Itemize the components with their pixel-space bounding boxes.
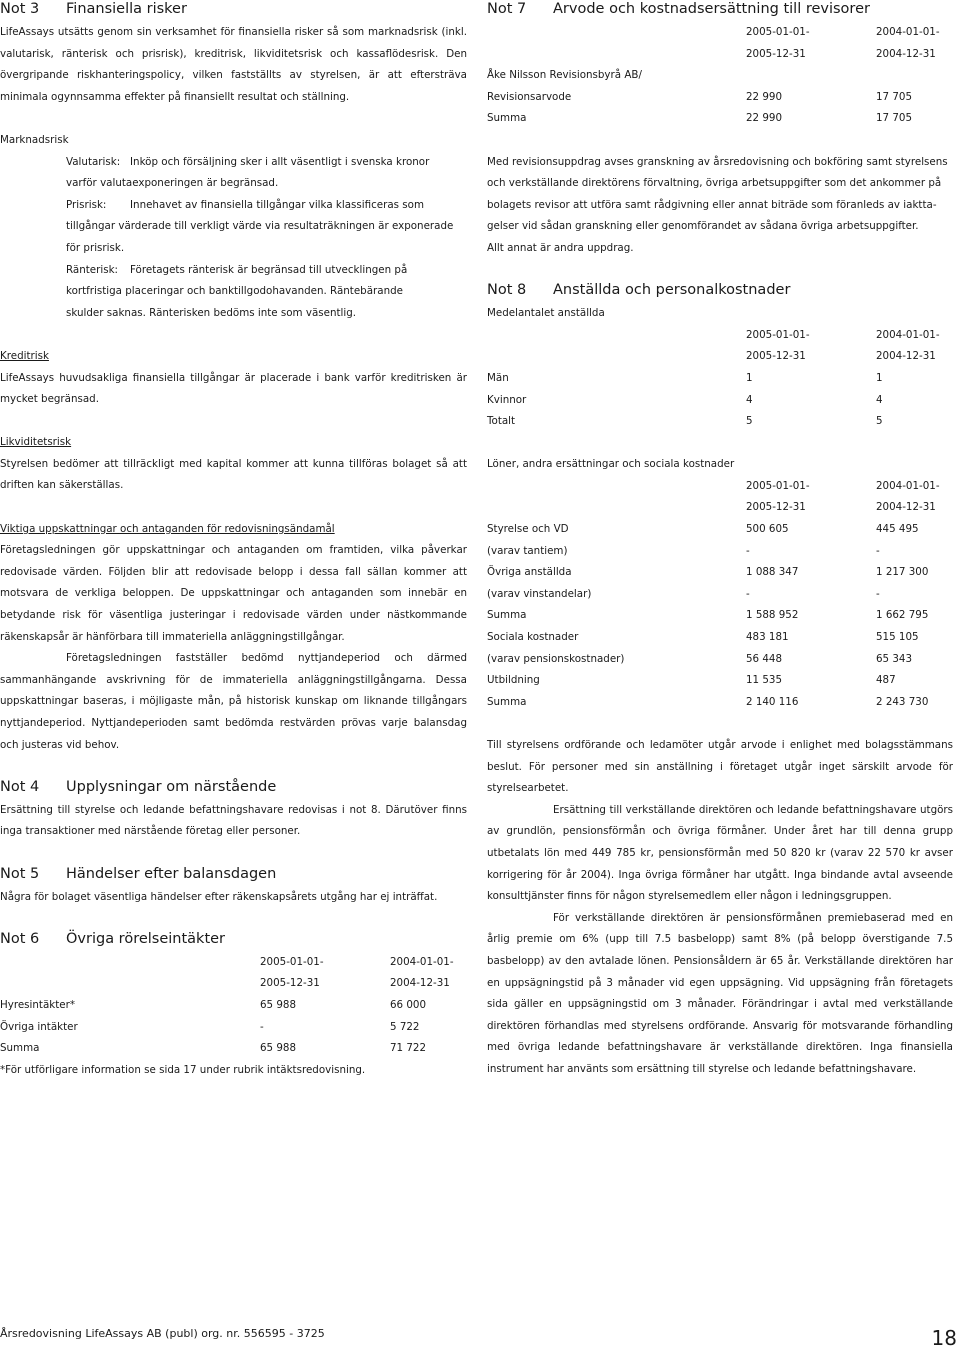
row-value: 1 — [876, 371, 883, 384]
note7-text-line: och verkställande direktörens förvaltning, övriga arbetsuppgifter som det ankommer på — [487, 177, 942, 190]
note7-text-line: Allt annat är andra uppdrag. — [487, 241, 634, 254]
row-label: Män — [487, 371, 509, 384]
row-value: 17 705 — [876, 112, 913, 125]
row-value: 5 — [746, 415, 753, 428]
period-start: 2005-01-01- — [746, 328, 810, 341]
period-header — [487, 22, 953, 44]
risk-text: varför valutaexponeringen är begränsad. — [66, 177, 279, 190]
table-row — [487, 605, 953, 627]
note-number: Not 7 — [487, 1, 527, 17]
period-end: 2005-12-31 — [746, 350, 806, 363]
row-value: 71 722 — [390, 1042, 427, 1055]
row-label: Revisionsarvode — [487, 90, 572, 103]
row-value: 2 243 730 — [876, 695, 929, 708]
note8-paragraph: Ersättning till verkställande direktören och ledande befattningshavare utgörs av grundlön, pensionsförmån och övriga förmåner. Under året har till denna grupp utbetalats lön med 449 785 kr, pensionsförmån med 50 820 kr (varav 22 570 kr avser korrigering för år 2004). Inga övriga förmåner har utgått. Inga bindande avtal avseende konsulttjänster finns för någon styrelsemedlem eller någon i ledningsgruppen. — [487, 803, 953, 903]
risk-text: skulder saknas. Ränterisken bedöms inte som väsentlig. — [66, 306, 357, 319]
row-label: Sociala kostnader — [487, 631, 579, 644]
note-number: Not 5 — [0, 865, 40, 882]
period-start: 2005-01-01- — [260, 955, 324, 968]
estimates-paragraph: Företagsledningen gör uppskattningar och antaganden om framtiden, vilka påverkar redovisade värden. Följden blir att redovisade belopp i dessa fall sällan kommer att motsvara de verkliga beloppen. De uppskattningar och antaganden som innebär en betydande risk för väsentliga justeringar i redovisade värden under nästkommande räkenskapsår är hänförbara till immateriella anläggningstillgångar. — [0, 544, 467, 643]
row-value: 65 343 — [876, 652, 913, 665]
row-label: Styrelse och VD — [487, 523, 569, 536]
table-row — [487, 108, 953, 130]
risk-text: tillgångar värderade till verkligt värde via resultaträkningen är exponerade — [66, 220, 454, 233]
market-risk-list — [0, 152, 467, 325]
risk-text: Innehavet av finansiella tillgångar vilka klassificeras som — [130, 198, 424, 211]
period-end: 2005-12-31 — [746, 501, 806, 514]
row-value: 65 988 — [260, 1042, 297, 1055]
period-end: 2004-12-31 — [876, 350, 936, 363]
table-row — [487, 670, 953, 692]
row-value: 1 662 795 — [876, 609, 929, 622]
row-label: (varav pensionskostnader) — [487, 652, 625, 665]
row-value: 56 448 — [746, 652, 783, 665]
row-label: Hyresintäkter* — [0, 998, 75, 1011]
note-title: Händelser efter balansdagen — [66, 865, 277, 882]
period-end: 2004-12-31 — [876, 47, 936, 60]
period-header — [0, 952, 467, 974]
period-start: 2005-01-01- — [746, 479, 810, 492]
interest-risk — [66, 260, 467, 282]
risk-text: för prisrisk. — [66, 241, 125, 254]
note6-table — [0, 995, 467, 1060]
row-value: 65 988 — [260, 998, 297, 1011]
note8-paragraph: Till styrelsens ordförande och ledamöter utgår arvode i enlighet med bolagsstämmans beslut. För personer med sin anställning i företaget utgår inget särskilt arvode för styrelsearbetet. — [487, 739, 953, 795]
salary-heading: Löner, andra ersättningar och sociala kostnader — [487, 458, 735, 471]
note3-heading — [0, 0, 467, 22]
row-label: Summa — [0, 1042, 40, 1055]
row-label: Övriga anställda — [487, 566, 572, 579]
period-start: 2004-01-01- — [876, 328, 940, 341]
row-value: 2 140 116 — [746, 695, 799, 708]
note-title: Anställda och personalkostnader — [553, 282, 791, 299]
table-row — [487, 87, 953, 109]
row-value: - — [260, 1020, 264, 1033]
period-end: 2004-12-31 — [390, 977, 450, 990]
table-row — [487, 692, 953, 714]
row-value: - — [746, 587, 750, 600]
page-number: 18 — [931, 1326, 957, 1350]
row-value: 1 — [746, 371, 753, 384]
row-label: (varav vinstandelar) — [487, 587, 592, 600]
credit-risk-text: LifeAssays huvudsakliga finansiella tillgångar är placerade i bank varför kreditrisken är mycket begränsad. — [0, 371, 467, 406]
risk-label: Valutarisk: — [66, 155, 121, 168]
note5-text: Några för bolaget väsentliga händelser efter räkenskapsårets utgång har ej inträffat. — [0, 890, 438, 903]
row-value: 1 217 300 — [876, 566, 929, 579]
note-title: Övriga rörelseintäkter — [66, 930, 226, 947]
note7-text-line: bolagets revisor att utföra samt rådgivning eller annat biträde som föranleds av iaktta- — [487, 198, 937, 211]
row-value: 487 — [876, 674, 896, 687]
note-number: Not 3 — [0, 1, 40, 17]
row-label: Summa — [487, 112, 527, 125]
note-title: Finansiella risker — [66, 1, 187, 17]
risk-text: Företagets ränterisk är begränsad till utvecklingen på — [130, 263, 408, 276]
price-risk — [66, 195, 467, 217]
row-value: 66 000 — [390, 998, 427, 1011]
row-value: 1 588 952 — [746, 609, 799, 622]
risk-label: Prisrisk: — [66, 198, 107, 211]
row-value: 483 181 — [746, 631, 789, 644]
table-row — [487, 368, 953, 390]
note7-heading — [487, 0, 953, 22]
period-header — [487, 325, 953, 347]
table-row — [487, 411, 953, 433]
note7-text-line: gelser vid sådan granskning eller genomförandet av sådana övriga arbetsuppgifter. — [487, 220, 919, 233]
period-header — [0, 973, 467, 995]
period-end: 2005-12-31 — [260, 977, 320, 990]
note-number: Not 6 — [0, 930, 40, 947]
note6-heading — [0, 930, 467, 952]
row-label: Kvinnor — [487, 393, 527, 406]
row-value: 17 705 — [876, 90, 913, 103]
note3-intro: LifeAssays utsätts genom sin verksamhet för finansiella risker så som marknadsrisk (inkl. valutarisk, ränterisk och prisrisk), kreditrisk, likviditetsrisk och kassaflödesrisk. Den övergripande riskhanteringspolicy, vilken fastställts av styrelsen, är att eftersträva minimala ogynnsamma effekter på finansiellt resultat och ställning. — [0, 26, 467, 103]
period-start: 2005-01-01- — [746, 26, 810, 38]
row-value: 445 495 — [876, 523, 919, 536]
table-row — [487, 649, 953, 671]
row-label: Utbildning — [487, 674, 540, 687]
row-value: 500 605 — [746, 523, 789, 536]
table-row — [487, 519, 953, 541]
row-value: 4 — [876, 393, 883, 406]
row-label: Totalt — [487, 415, 516, 428]
row-value: 515 105 — [876, 631, 919, 644]
note7-table — [487, 87, 953, 130]
table-row — [487, 562, 953, 584]
row-value: 5 722 — [390, 1020, 420, 1033]
row-value: 4 — [746, 393, 753, 406]
note-number: Not 8 — [487, 282, 527, 299]
row-label: Summa — [487, 609, 527, 622]
liquidity-risk-heading: Likviditetsrisk — [0, 436, 72, 449]
period-start: 2004-01-01- — [876, 26, 940, 38]
credit-risk-heading: Kreditrisk — [0, 349, 49, 362]
row-value: - — [746, 544, 750, 557]
row-label: Övriga intäkter — [0, 1020, 78, 1033]
table-row — [0, 995, 467, 1017]
liquidity-risk-text: Styrelsen bedömer att tillräckligt med kapital kommer att kunna tillföras bolaget så att driften kan säkerställas. — [0, 457, 467, 492]
note4-heading — [0, 778, 467, 800]
row-value: - — [876, 587, 880, 600]
market-risk-heading: Marknadsrisk — [0, 133, 69, 146]
period-header — [487, 476, 953, 498]
page-footer: Årsredovisning LifeAssays AB (publ) org. nr. 556595 - 3725 — [0, 1327, 325, 1340]
period-end: 2005-12-31 — [746, 47, 806, 60]
risk-text: Inköp och försäljning sker i allt väsentligt i svenska kronor — [130, 155, 430, 168]
period-end: 2004-12-31 — [876, 501, 936, 514]
row-value: 5 — [876, 415, 883, 428]
auditor-name: Åke Nilsson Revisionsbyrå AB/ — [487, 69, 642, 82]
note8-paragraph: För verkställande direktören är pensionsförmånen premiebaserad med en årlig premie om 6% (upp till 7.5 basbelopp) samt 8% (på belopp överstigande 7.5 basbelopp) av den avtalade lönen. Pensionsåldern är 65 år. Verkställande direktören har en uppsägningstid på 3 månader vid egen uppsägning. Vid uppsägning från företagets sida gäller en uppsägningstid om 3 månader. Förändringar i avtal med verkställande direktören förhandlas med styrelsens ordförande. Ansvarig för motsvarande förhandling med övriga ledande befattningshavare är verkställande direktören. Inga finansiella instrument har använts som ersättning till styrelse och ledande befattningshavare. — [487, 911, 953, 1075]
row-label: (varav tantiem) — [487, 544, 568, 557]
note4-text: Ersättning till styrelse och ledande befattningshavare redovisas i not 8. Därutöver finns inga transaktioner med närstående företag eller personer. — [0, 803, 467, 838]
period-header — [487, 497, 953, 519]
note6-footnote: *För utförligare information se sida 17 under rubrik intäktsredovisning. — [0, 1063, 366, 1076]
right-column — [487, 0, 953, 1081]
note-number: Not 4 — [0, 778, 40, 795]
period-header — [487, 44, 953, 66]
avg-employees-table — [487, 368, 953, 433]
note7-text-line: Med revisionsuppdrag avses granskning av årsredovisning och bokföring samt styrelsens — [487, 155, 948, 168]
row-value: 22 990 — [746, 112, 783, 125]
row-label: Summa — [487, 695, 527, 708]
table-row — [487, 584, 953, 606]
table-row — [487, 627, 953, 649]
row-value: - — [876, 544, 880, 557]
row-value: 1 088 347 — [746, 566, 799, 579]
note-title: Arvode och kostnadsersättning till revisorer — [553, 1, 870, 17]
period-start: 2004-01-01- — [390, 955, 454, 968]
risk-text: kortfristiga placeringar och banktillgodohavanden. Räntebärande — [66, 285, 403, 298]
estimates-paragraph: Företagsledningen fastställer bedömd nyttjandeperiod och därmed sammanhängande avskrivning för de immateriella anläggningstillgångarna. Dessa uppskattningar baseras, i möjligaste mån, på historisk kunskap om liknande tillgångars nyttjandeperiod. Nyttjandeperioden samt bedömda restvärden prövas varje balansdag och justeras vid behov. — [0, 652, 467, 751]
note-title: Upplysningar om närstående — [66, 778, 277, 795]
risk-label: Ränterisk: — [66, 263, 119, 276]
table-row — [0, 1017, 467, 1039]
table-row — [487, 390, 953, 412]
table-row — [487, 541, 953, 563]
note5-heading — [0, 865, 467, 887]
period-start: 2004-01-01- — [876, 479, 940, 492]
estimates-heading: Viktiga uppskattningar och antaganden för redovisningsändamål — [0, 522, 335, 535]
note8-heading — [487, 281, 953, 303]
salary-table — [487, 519, 953, 713]
row-value: 22 990 — [746, 90, 783, 103]
avg-employees-heading: Medelantalet anställda — [487, 307, 605, 320]
table-row — [0, 1038, 467, 1060]
row-value: 11 535 — [746, 674, 783, 687]
period-header — [487, 346, 953, 368]
currency-risk — [66, 152, 467, 174]
left-column — [0, 0, 467, 1081]
